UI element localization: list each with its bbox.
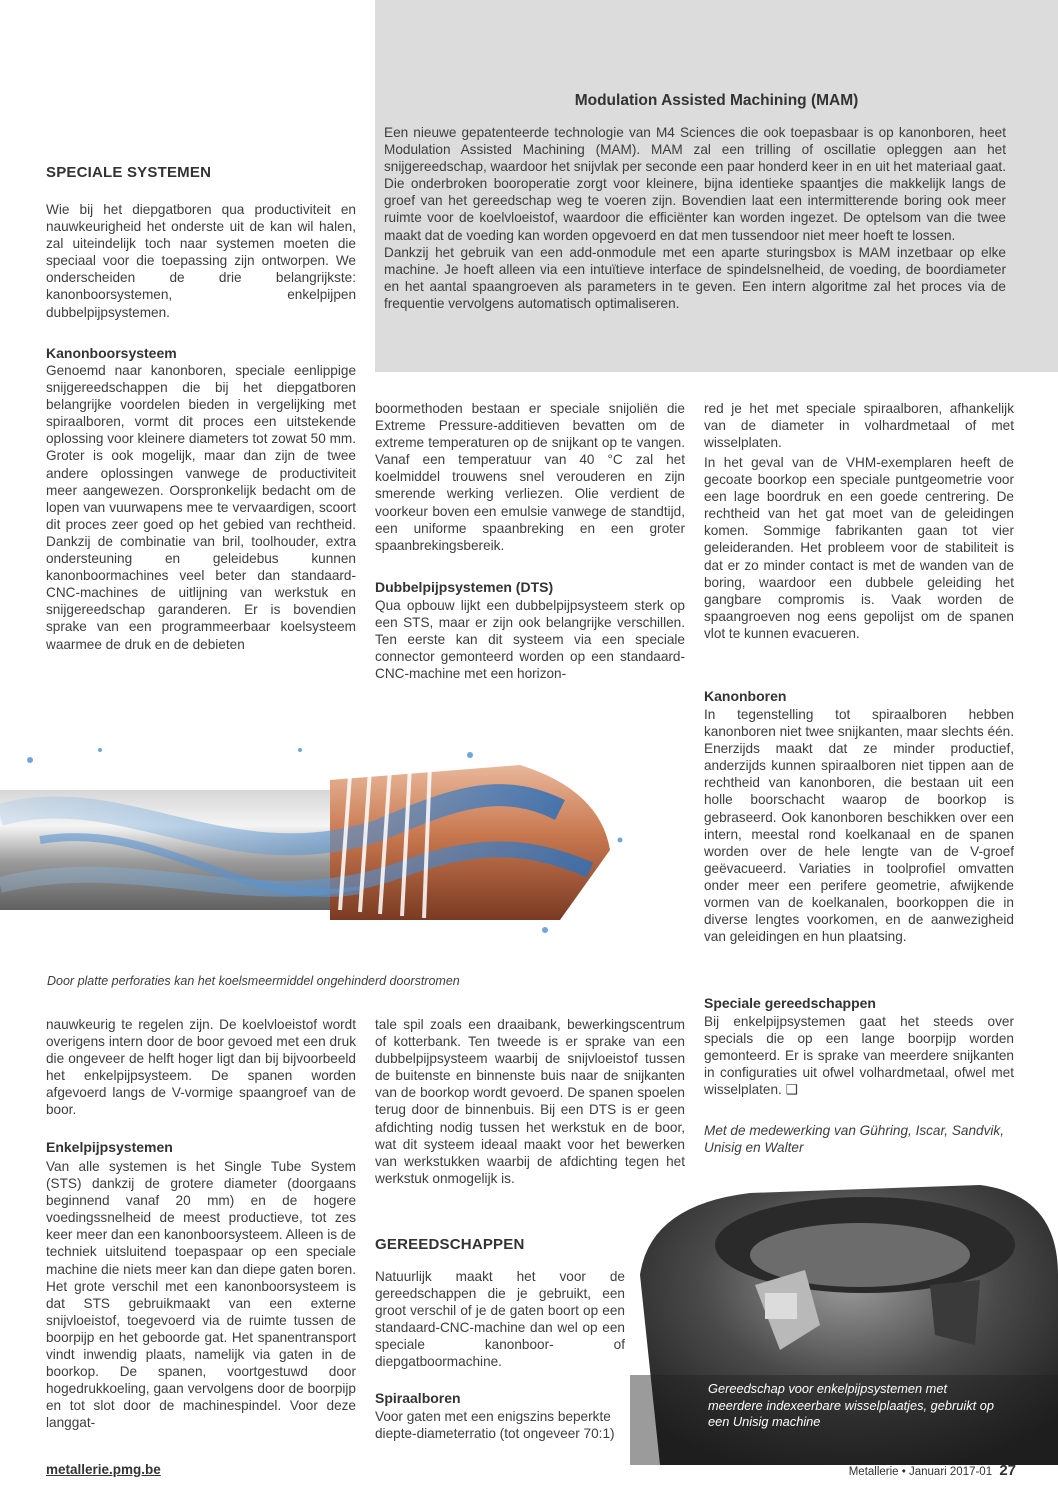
sidebar-box-paragraph: Dankzij het gebruik van een add-onmodule met een aparte sturingsbox is MAM inzetbaar op elke machine. Je hoeft alleen via een intuïtieve interface de spindelsnelheid, de voeding, de boordiameter en het aantal spaangroeven als parameters in te geven. Een intern algoritme zal het proces via de frequentie vervolgens automatisch optimaliseren.	[384, 244, 1006, 311]
subheading-dubbelpijpsystemen: Dubbelpijpsystemen (DTS)	[375, 579, 554, 595]
col3-top-paragraph: red je het met speciale spiraalboren, afhankelijk van de diameter in volhardmetaal of met wisselplaten.	[704, 401, 1014, 451]
footer-issue: Metallerie • Januari 2017-01	[848, 1466, 993, 1478]
speciale-gereedschappen-paragraph	[704, 1013, 1014, 1098]
spiraalboren-paragraph: Voor gaten met een enigszins beperkte diepte-diameterratio (tot ongeveer 70:1)	[375, 1409, 615, 1442]
vhm-paragraph: In het geval van de VHM-exemplaren heeft de gecoate boorkop een speciale puntgeometrie voor een lage boordruk en een goede centrering. De rechtheid van het gat moet van de geleidingen komen. Sommige fabrikanten gaan tot vier geleideranden. Het probleem voor de stabiliteit is dat er zo minder contact is met de wanden van de boring, waardoor een dubbele geleiding het gangbare compromis is. Vaak worden de spaangroeven nog eens gepolijst om de spanen vlot te kunnen evacueren.	[704, 455, 1014, 641]
subheading-enkelpijpsystemen: Enkelpijpsystemen	[46, 1139, 173, 1155]
col2-top-paragraph: boormethoden bestaan er speciale snijoliën die Extreme Pressure-additieven bevatten om de extreme temperaturen op de snijkant op te vangen. Vanaf een temperatuur van 40 °C zal het koelmiddel trouwens snel verouderen en zijn smerende werking verliezen. Olie verdient de voorkeur boven een emulsie vanwege de standtijd, een uniforme spaanbreking en een groter spaanbrekingsbereik.	[375, 401, 685, 553]
drill-photo-caption: Door platte perforaties kan het koelsmeermiddel ongehinderd doorstromen	[47, 974, 460, 988]
kanonboorsysteem-paragraph: Genoemd naar kanonboren, speciale eenlippige snijgereedschappen die bij het diepgatboren belangrijke voordelen bieden in vergelijking met spiraalboren, vormt dit proces een uitstekende oplossing voor kleinere diameters tot zowat 50 mm. Groter is ook mogelijk, maar dan zijn de twee andere oplossingen vanwege de productiviteit meer aangewezen. Oorspronkelijk bedacht om de lopen van vuurwapens mee te vervaardigen, scoort dit proces zeer goed op het gebied van rechtheid. Dankzij de combinatie van bril, toolhouder, extra ondersteuning en geleidebus kunnen kanonboormachines veel beter dan standaard-CNC-machines de uitlijning van werkstuk en snijgereedschap garanderen. Er is bovendien sprake van een programmeerbaar koelsysteem waarmee de druk en de debieten	[46, 363, 356, 652]
intro-paragraph: Wie bij het diepgatboren qua productiviteit en nauwkeurigheid het onderste uit de kan wil halen, zal uiteindelijk toch naar systemen moeten die speciaal voor die toepassing zijn ontworpen. We onderscheiden de drie belangrijkste: kanonboorsystemen, enkelpijpen dubbelpijpsystemen.	[46, 202, 356, 320]
sidebar-box-title: Modulation Assisted Machining (MAM)	[574, 92, 859, 109]
enkelpijpsystemen-paragraph: Van alle systemen is het Single Tube System (STS) dankzij de grotere diameter (doorgaans beginnend vanaf 20 mm) en de hogere voedingssnelheid de meest productieve, tot zes keer meer dan een kanonboorsysteem. Alleen is de techniek uitsluitend toepaspaar op een speciale machine die niets meer kan dan diepe gaten boren. Het grote verschil met een kanonboorsysteem is dat STS gebruikmaakt van een externe snijvloeistof, toegevoerd via de ruimte tussen de boorpijp en het geboorde gat. Het spanentransport vindt inwendig plaats, namelijk via gaten in de boorkop. De spanen, voortgestuwd door hogedrukkoeling, gaan vervolgens door de boorpijp en tot slot door de machinespindel. Voor deze langgat-	[46, 1159, 356, 1431]
page-number: 27	[999, 1462, 1016, 1479]
credits-note: Met de medewerking van Gühring, Iscar, Sandvik, Unisig en Walter	[704, 1123, 1004, 1156]
sidebar-box-paragraph: Een nieuwe gepatenteerde technologie van M4 Sciences die ook toepasbaar is op kanonboren, heet Modulation Assisted Machining (MAM). MAM zal een trilling of oscillatie opleggen aan het snijgereedschap, waardoor het snijvlak per seconde een paar honderd keer in en uit het materiaal gaat. Die onderbroken booroperatie zorgt voor kleinere, bijna identieke spaantjes die makkelijk langs de groef van het gereedschap weg te voeren zijn. Bovendien laat een intermitterende boring ook meer ruimte voor de koelvloeistof, waardoor die efficiënter kan worden ingezet. De optelsom van die twee maakt dat de voeding kan worden opgevoerd en dat men tussendoor niet meer hoeft te lossen.	[384, 125, 1006, 243]
drill-photo	[0, 720, 660, 980]
footer-issue-info	[849, 1462, 1016, 1479]
col1-bottom-paragraph: nauwkeurig te regelen zijn. De koelvloeistof wordt overigens intern door de boor gevoed met een druk die ongeveer de helft hoger ligt dan bij bijvoorbeeld het enkelpijpsysteem. De spanen worden afgevoerd langs de V-vormige spaangroef van de boor.	[46, 1017, 356, 1118]
end-of-article-mark: ❑	[785, 1082, 798, 1098]
speciale-gereedschappen-text: Bij enkelpijpsystemen gaat het steeds over specials die op een lange boorpijp worden gemonteerd. Er is sprake van meerdere snijkanten in configuraties uit ofwel volhardmetaal, ofwel met wisselplaten.	[704, 1014, 1014, 1098]
section-heading-gereedschappen: GEREEDSCHAPPEN	[375, 1236, 525, 1253]
subheading-kanonboren: Kanonboren	[704, 688, 787, 704]
subheading-speciale-gereedschappen: Speciale gereedschappen	[704, 995, 876, 1011]
kanonboren-paragraph: In tegenstelling tot spiraalboren hebben kanonboren niet twee snijkanten, maar slechts één. Enerzijds maakt dat ze minder productief, anderzijds kunnen spiraalboren niet tippen aan de rechtheid van kanonboren, die bestaan uit een holle boorschacht waarop de boorkop is gebraseerd. Ook kanonboren beschikken over een intern, meestal rond koelkanaal en de spanen worden over de hele lengte van de V-groef geëvacueerd. Variaties in toolprofiel omvatten onder meer een perifere geometrie, afwijkende vormen van de koelkanalen, boorkoppen die in diverse lengtes voorkomen, en de aanwezigheid van geleidingen en hun plaatsing.	[704, 707, 1014, 945]
subheading-kanonboorsysteem: Kanonboorsysteem	[46, 345, 177, 361]
section-heading-speciale-systemen: SPECIALE SYSTEMEN	[46, 164, 212, 181]
subheading-spiraalboren: Spiraalboren	[375, 1390, 461, 1406]
sidebar-box-body	[384, 124, 1006, 312]
footer-site-link[interactable]: metallerie.pmg.be	[46, 1462, 161, 1477]
col2-bottom-paragraph: tale spil zoals een draaibank, bewerkingscentrum of kotterbank. Ten tweede is er sprake van een dubbelpijpsysteem waarbij de snijvloeistof tussen de buitenste en binnenste buis naar de snijkanten van de boorkop wordt gevoerd. De spanen spoelen terug door de binnenbuis. Bij een DTS is er geen afdichting nodig tussen het werkstuk en de boor, wat dit systeem ideaal maakt voor het bewerken van werkstukken waarbij de afdichting tegen het werkstuk onmogelijk is.	[375, 1017, 685, 1186]
gereedschappen-paragraph: Natuurlijk maakt het voor de gereedschappen die je gebruikt, een groot verschil of je de gaten boort op een standaard-CNC-machine dan wel op een speciale kanonboor- of diepgatboormachine.	[375, 1269, 625, 1370]
tool-photo-caption: Gereedschap voor enkelpijpsystemen met meerdere indexeerbare wisselplaatjes, gebruikt op een Unisig machine	[708, 1381, 994, 1429]
dubbelpijpsystemen-paragraph: Qua opbouw lijkt een dubbelpijpsysteem sterk op een STS, maar er zijn ook belangrijke verschillen. Ten eerste kan dit systeem via een speciale connector gemonteerd worden op een standaard-CNC-machine met een horizon-	[375, 598, 685, 682]
